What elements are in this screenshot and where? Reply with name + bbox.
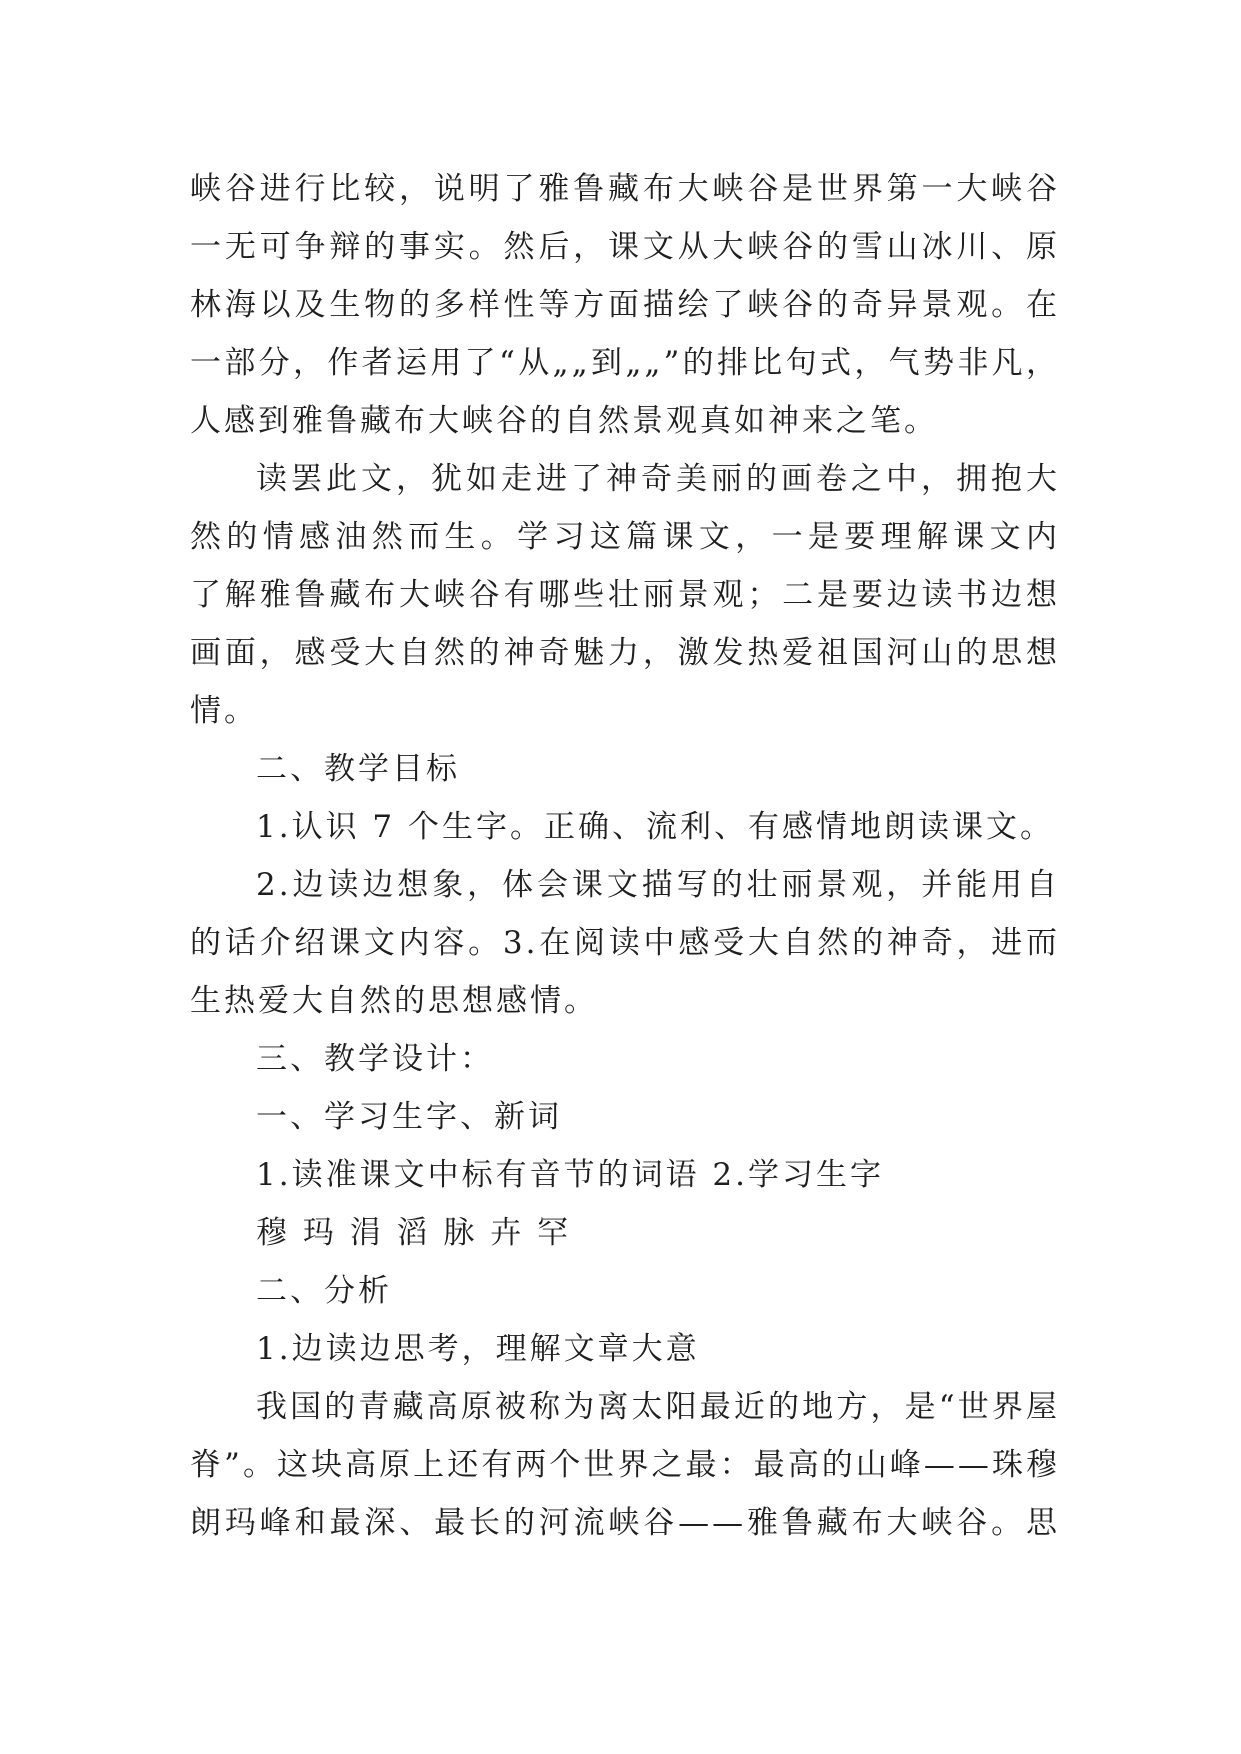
list-item: 1.读准课文中标有音节的词语 2.学习生字 bbox=[256, 1157, 885, 1193]
text-line: 脊”。这块高原上还有两个世界之最：最高的山峰——珠穆 bbox=[190, 1447, 1060, 1483]
list-item: 1.认识 7 个生字。正确、流利、有感情地朗读课文。 bbox=[256, 809, 1055, 845]
text-line: 了解雅鲁藏布大峡谷有哪些壮丽景观；二是要边读书边想 bbox=[190, 577, 1060, 613]
text-line: 然的情感油然而生。学习这篇课文，一是要理解课文内 bbox=[190, 519, 1060, 555]
text-line: 的话介绍课文内容。3.在阅读中感受大自然的神奇，进而 bbox=[190, 925, 1060, 961]
text-line: 一部分，作者运用了“从„„到„„”的排比句式，气势非凡， bbox=[190, 345, 1060, 381]
text-line: 林海以及生物的多样性等方面描绘了峡谷的奇异景观。在 bbox=[190, 287, 1060, 323]
section-heading: 二、教学目标 bbox=[256, 751, 460, 787]
document-body bbox=[190, 160, 1060, 1552]
paragraph-first-line: 我国的青藏高原被称为离太阳最近的地方，是“世界屋 bbox=[256, 1389, 1060, 1425]
text-line: 生热爱大自然的思想感情。 bbox=[190, 983, 598, 1019]
section-heading: 三、教学设计： bbox=[256, 1041, 494, 1077]
text-line: 朗玛峰和最深、最长的河流峡谷——雅鲁藏布大峡谷。思 bbox=[190, 1505, 1060, 1541]
text-line: 画面，感受大自然的神奇魅力，激发热爱祖国河山的思想 bbox=[190, 635, 1060, 671]
text-line: 人感到雅鲁藏布大峡谷的自然景观真如神来之笔。 bbox=[190, 403, 938, 439]
list-item: 1.边读边思考，理解文章大意 bbox=[256, 1331, 700, 1367]
text-line: 峡谷进行比较，说明了雅鲁藏布大峡谷是世界第一大峡谷 bbox=[190, 171, 1060, 207]
paragraph-first-line: 读罢此文，犹如走进了神奇美丽的画卷之中，拥抱大 bbox=[256, 461, 1060, 497]
character-list: 穆 玛 涓 滔 脉 卉 罕 bbox=[256, 1215, 572, 1251]
list-item: 2.边读边想象，体会课文描写的壮丽景观，并能用自 bbox=[256, 867, 1060, 903]
text-line: 一无可争辩的事实。然后，课文从大峡谷的雪山冰川、原 bbox=[190, 229, 1060, 265]
subsection-heading: 一、学习生字、新词 bbox=[256, 1099, 562, 1135]
text-line: 情。 bbox=[190, 693, 258, 729]
subsection-heading: 二、分析 bbox=[256, 1273, 392, 1309]
